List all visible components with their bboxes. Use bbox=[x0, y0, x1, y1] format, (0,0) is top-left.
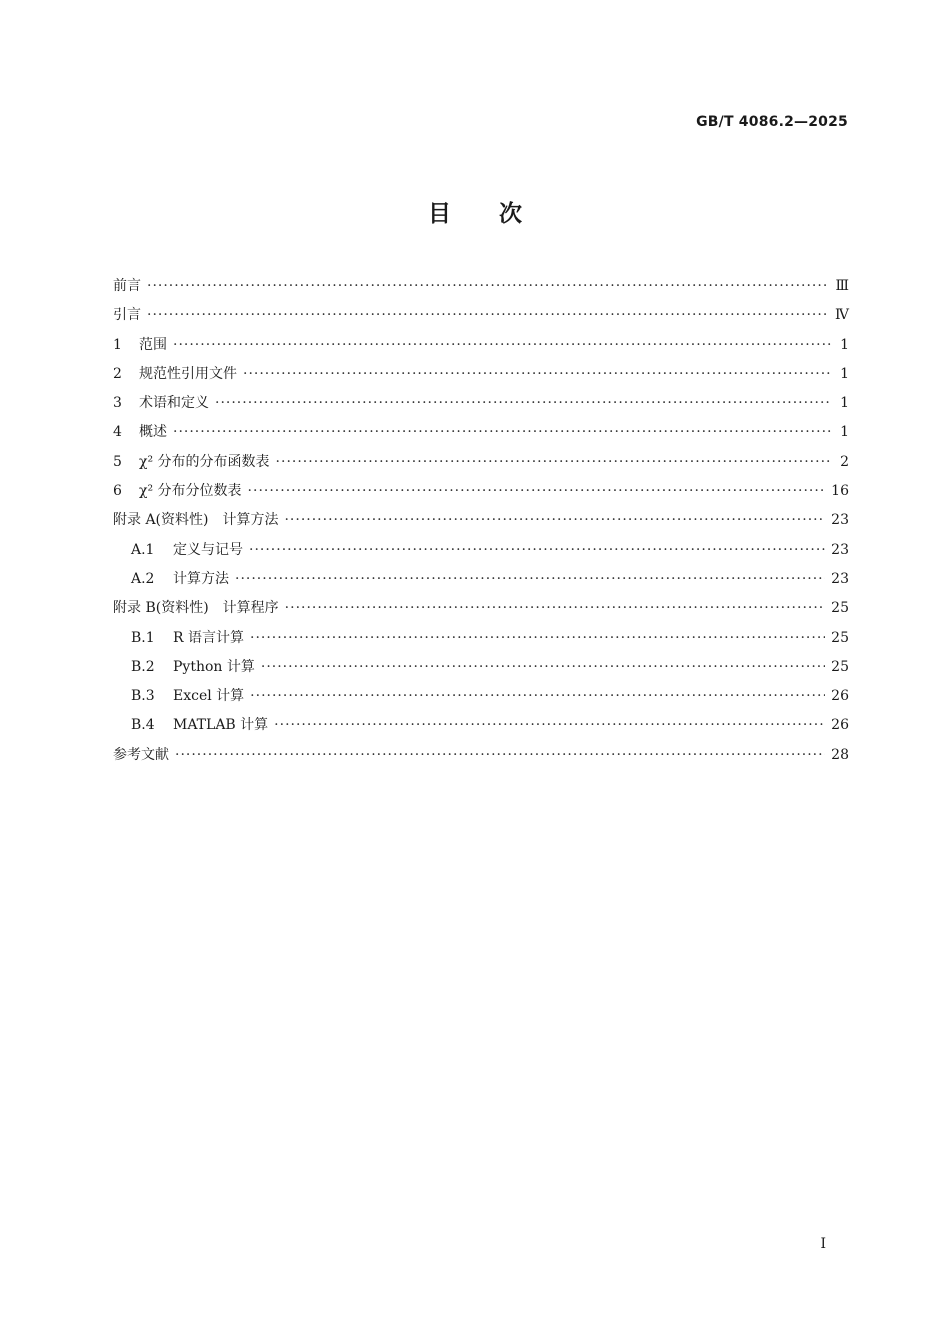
toc-dot-leader bbox=[276, 448, 831, 477]
toc-dot-leader bbox=[175, 741, 825, 770]
toc-entry-title: χ² 分布的分布函数表 bbox=[139, 453, 270, 470]
toc-entry-page: 23 bbox=[831, 570, 849, 587]
toc-entry-title: 术语和定义 bbox=[139, 395, 209, 412]
toc-entry-number: 4 bbox=[113, 424, 122, 441]
toc-entry-title: 前言 bbox=[113, 278, 141, 294]
toc-entry-page: 25 bbox=[831, 629, 849, 646]
toc-entry[interactable] bbox=[113, 448, 849, 477]
toc-entry-number: A.2 bbox=[131, 570, 155, 587]
toc-entry[interactable] bbox=[113, 360, 849, 389]
toc-dot-leader bbox=[173, 418, 831, 447]
table-of-contents bbox=[113, 272, 849, 770]
toc-dot-leader bbox=[147, 272, 829, 301]
toc-entry[interactable] bbox=[113, 272, 849, 301]
toc-entry[interactable] bbox=[113, 565, 849, 594]
toc-entry-title: MATLAB 计算 bbox=[173, 717, 269, 734]
toc-entry-page: 1 bbox=[840, 424, 849, 441]
toc-entry-title: 参考文献 bbox=[113, 746, 169, 763]
toc-entry[interactable] bbox=[113, 331, 849, 360]
toc-entry-page: 23 bbox=[831, 541, 849, 558]
toc-dot-leader bbox=[248, 477, 826, 506]
toc-entry[interactable] bbox=[113, 477, 849, 506]
toc-entry[interactable] bbox=[113, 506, 849, 535]
toc-entry-number: B.4 bbox=[131, 717, 155, 734]
toc-dot-leader bbox=[173, 331, 831, 360]
toc-entry-number: 2 bbox=[113, 365, 122, 382]
toc-entry-title: 概述 bbox=[139, 424, 167, 441]
toc-entry[interactable] bbox=[113, 624, 849, 653]
toc-dot-leader bbox=[285, 594, 826, 623]
toc-entry-number: 6 bbox=[113, 483, 122, 500]
toc-entry-page: 16 bbox=[831, 483, 849, 500]
toc-dot-leader bbox=[261, 653, 825, 682]
toc-entry-title: χ² 分布分位数表 bbox=[139, 483, 242, 500]
toc-entry-title: R 语言计算 bbox=[173, 629, 244, 646]
document-code: GB/T 4086.2—2025 bbox=[696, 114, 848, 130]
toc-entry-page: 1 bbox=[840, 395, 849, 412]
page-number: I bbox=[820, 1236, 826, 1252]
toc-entry[interactable] bbox=[113, 389, 849, 418]
toc-dot-leader bbox=[274, 711, 825, 740]
toc-entry[interactable] bbox=[113, 653, 849, 682]
toc-entry-title: 定义与记号 bbox=[173, 541, 243, 558]
toc-entry[interactable] bbox=[113, 301, 849, 330]
toc-entry-title: 范围 bbox=[139, 336, 167, 353]
toc-entry-number: B.3 bbox=[131, 688, 155, 705]
toc-entry-page: 2 bbox=[840, 453, 849, 470]
toc-entry-page: Ⅲ bbox=[835, 278, 849, 294]
toc-entry-number: B.2 bbox=[131, 658, 155, 675]
toc-entry[interactable] bbox=[113, 594, 849, 623]
toc-entry-number: 5 bbox=[113, 453, 122, 470]
toc-entry[interactable] bbox=[113, 682, 849, 711]
toc-entry-page: 1 bbox=[840, 365, 849, 382]
toc-entry-title: 附录 A(资料性) 计算方法 bbox=[113, 512, 279, 529]
toc-dot-leader bbox=[250, 682, 825, 711]
toc-entry-page: 28 bbox=[831, 746, 849, 763]
toc-entry-page: 23 bbox=[831, 512, 849, 529]
toc-entry-page: 26 bbox=[831, 688, 849, 705]
toc-dot-leader bbox=[235, 565, 825, 594]
toc-entry-title: 附录 B(资料性) 计算程序 bbox=[113, 600, 279, 617]
toc-entry-page: 25 bbox=[831, 600, 849, 617]
toc-entry-page: Ⅳ bbox=[835, 307, 849, 324]
toc-dot-leader bbox=[284, 506, 825, 535]
page-title: 目次 bbox=[428, 201, 570, 227]
toc-entry[interactable] bbox=[113, 418, 849, 447]
toc-entry-number: 3 bbox=[113, 395, 122, 412]
toc-dot-leader bbox=[250, 624, 825, 653]
toc-entry-title: 引言 bbox=[113, 307, 141, 324]
toc-entry-page: 26 bbox=[831, 717, 849, 734]
toc-entry-title: 计算方法 bbox=[173, 570, 229, 587]
toc-entry[interactable] bbox=[113, 536, 849, 565]
toc-entry-title: Excel 计算 bbox=[173, 688, 245, 705]
toc-dot-leader bbox=[215, 389, 831, 418]
toc-entry-page: 25 bbox=[831, 658, 849, 675]
toc-entry-title: Python 计算 bbox=[173, 658, 255, 675]
toc-entry-number: A.1 bbox=[131, 541, 155, 558]
toc-entry[interactable] bbox=[113, 741, 849, 770]
toc-entry[interactable] bbox=[113, 711, 849, 740]
toc-entry-page: 1 bbox=[840, 336, 849, 353]
toc-entry-title: 规范性引用文件 bbox=[139, 365, 237, 382]
toc-dot-leader bbox=[147, 301, 829, 330]
toc-dot-leader bbox=[249, 536, 825, 565]
toc-entry-number: B.1 bbox=[131, 629, 155, 646]
toc-dot-leader bbox=[243, 360, 831, 389]
toc-entry-number: 1 bbox=[113, 336, 122, 353]
